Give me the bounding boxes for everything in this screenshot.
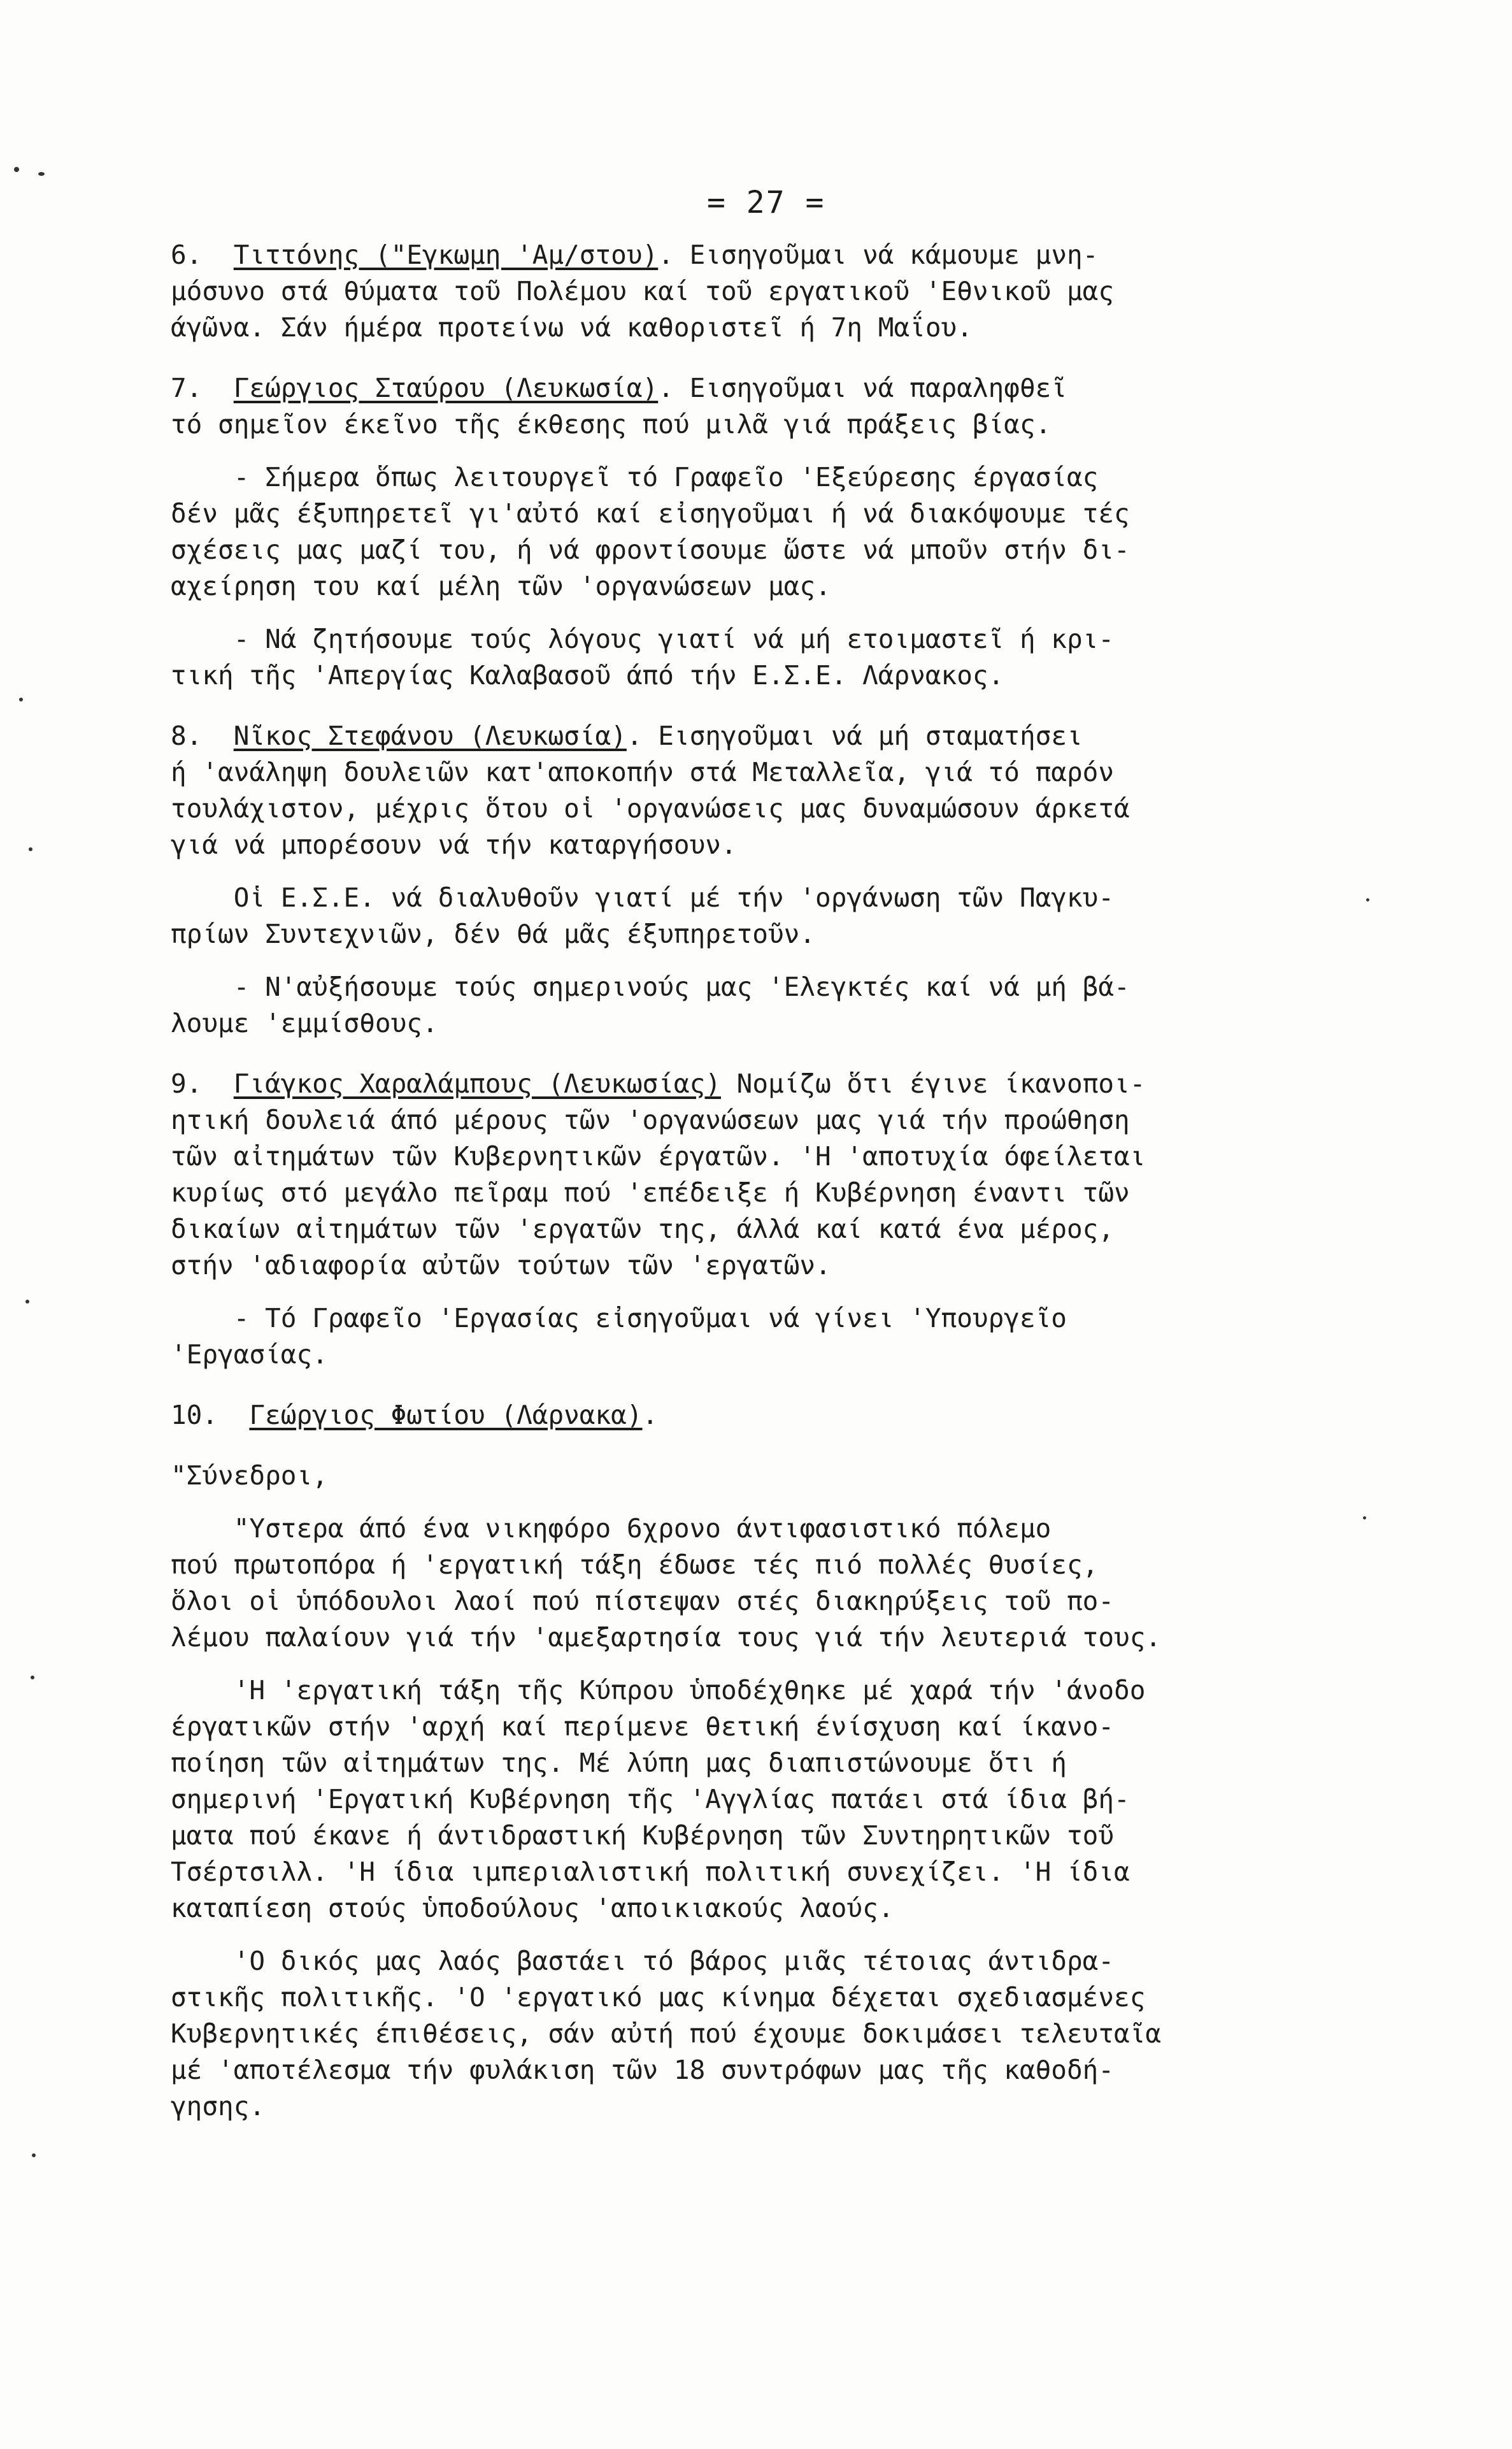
text-line: τουλάχιστον, μέχρις ὅτου οἱ 'οργανώσεις μας δυναμώσουν άρκετά: [171, 793, 1130, 824]
text-line: λουμε 'εμμίσθους.: [171, 1008, 438, 1038]
item-9: [171, 1066, 1406, 1373]
item-10: [171, 1397, 1406, 2125]
text-line: Τσέρτσιλλ. 'Η ίδια ιμπεριαλιστική πολιτική συνεχίζει. 'Η ίδια: [171, 1856, 1130, 1887]
text-line: μέ 'αποτέλεσμα τήν φυλάκιση τῶν 18 συντρόφων μας τῆς καθοδή-: [171, 2055, 1115, 2085]
text-line: ητική δουλειά άπό μέρους τῶν 'οργανώσεων μας γιά τήν προώθηση: [171, 1105, 1130, 1135]
text-line: ή 'ανάληψη δουλειῶν κατ'αποκοπήν στά Μεταλλεῖα, γιά τό παρόν: [171, 757, 1115, 787]
scan-speck: [25, 1300, 29, 1304]
text-line: αχείρηση του καί μέλη τῶν 'οργανώσεων μας.: [171, 571, 831, 601]
speaker-name: Γιάγκος Χαραλάμπους (Λευκωσίας): [233, 1068, 721, 1099]
text-line: - Σήμερα ὅπως λειτουργεῖ τό Γραφεῖο 'Εξεύρεσης έργασίας: [171, 462, 1099, 492]
text-line: "Σύνεδροι,: [171, 1460, 328, 1491]
scan-speck: [32, 2153, 36, 2157]
item-7: [171, 370, 1406, 694]
document-body: [171, 237, 1406, 2125]
speaker-name: Τιττόνης ("Εγκωμη 'Αμ/στου): [233, 240, 659, 270]
text-line: τό σημεῖον έκεῖνο τῆς έκθεσης πού μιλᾶ γιά πράξεις βίας.: [171, 409, 1052, 440]
item-8: [171, 718, 1406, 1042]
speaker-name: Γεώργιος Φωτίου (Λάρνακα): [249, 1400, 643, 1430]
text-line: μόσυνο στά θύματα τοῦ Πολέμου καί τοῦ εργατικοῦ 'Εθνικοῦ μας: [171, 276, 1115, 306]
text-line: ποίηση τῶν αἰτημάτων της. Μέ λύπη μας διαπιστώνουμε ὅτι ή: [171, 1748, 1067, 1778]
text-line: πρίων Συντεχνιῶν, δέν θά μᾶς έξυπηρετοῦν.: [171, 919, 816, 949]
scan-speck: [1366, 898, 1369, 901]
text-line: γιά νά μπορέσουν νά τήν καταργήσουν.: [171, 830, 737, 860]
text-line: Νομίζω ὅτι έγινε ίκανοποι-: [720, 1068, 1146, 1099]
text-line: σχέσεις μας μαζί του, ή νά φροντίσουμε ὥστε νά μποῦν στήν δι-: [171, 535, 1130, 565]
item-number: 10.: [171, 1400, 218, 1430]
scan-speck: [19, 698, 23, 701]
scan-speck: [38, 172, 45, 176]
text-line: πού πρωτοπόρα ή 'εργατική τάξη έδωσε τές πιό πολλές θυσίες,: [171, 1549, 1099, 1580]
text-line: άγῶνα. Σάν ήμέρα προτείνω νά καθοριστεῖ ή 7η Μαΐου.: [171, 312, 973, 343]
text-line: . Εισηγοῦμαι νά παραληφθεῖ: [658, 373, 1067, 403]
text-line: .: [642, 1400, 659, 1430]
text-line: 'Ο δικός μας λαός βαστάει τό βάρος μιᾶς τέτοιας άντιδρα-: [171, 1946, 1115, 1976]
scan-speck: [1363, 1516, 1366, 1519]
speaker-name: Νῖκος Στεφάνου (Λευκωσία): [233, 721, 627, 751]
text-line: Κυβερνητικές έπιθέσεις, σάν αὐτή πού έχουμε δοκιμάσει τελευταῖα: [171, 2018, 1162, 2049]
text-line: τική τῆς 'Απεργίας Καλαβασοῦ άπό τήν Ε.Σ.Ε. Λάρνακος.: [171, 660, 1004, 691]
text-line: - Τό Γραφεῖο 'Εργασίας εἰσηγοῦμαι νά γίνει 'Υπουργεῖο: [171, 1303, 1067, 1333]
item-number: 7.: [171, 373, 203, 403]
text-line: . Εισηγοῦμαι νά μή σταματήσει: [626, 721, 1083, 751]
text-line: κυρίως στό μεγάλο πεῖραμ πού 'επέδειξε ή Κυβέρνηση έναντι τῶν: [171, 1177, 1130, 1208]
item-6: [171, 237, 1406, 346]
item-number: 9.: [171, 1068, 203, 1099]
scan-speck: [14, 167, 19, 172]
text-line: δικαίων αἰτημάτων τῶν 'εργατῶν της, άλλά καί κατά ένα μέρος,: [171, 1214, 1115, 1244]
text-line: 'Η 'εργατική τάξη τῆς Κύπρου ὑποδέχθηκε μέ χαρά τήν 'άνοδο: [171, 1675, 1146, 1706]
scan-speck: [31, 1676, 34, 1679]
item-number: 6.: [171, 240, 203, 270]
text-line: γησης.: [171, 2091, 266, 2122]
text-line: στικῆς πολιτικῆς. 'Ο 'εργατικό μας κίνημα δέχεται σχεδιασμένες: [171, 1982, 1146, 2013]
text-line: - Νά ζητήσουμε τούς λόγους γιατί νά μή ετοιμαστεῖ ή κρι-: [171, 624, 1115, 654]
text-line: καταπίεση στούς ὑποδούλους 'αποικιακούς λαούς.: [171, 1893, 894, 1923]
page-number: = 27 =: [707, 185, 825, 220]
text-line: λέμου παλαίουν γιά τήν 'αμεξαρτησία τους γιά τήν λευτεριά τους.: [171, 1622, 1162, 1653]
text-line: Οἱ Ε.Σ.Ε. νά διαλυθοῦν γιατί μέ τήν 'οργάνωση τῶν Παγκυ-: [171, 882, 1115, 913]
text-line: "Υστερα άπό ένα νικηφόρο 6χρονο άντιφασιστικό πόλεμο: [171, 1513, 1052, 1544]
text-line: τῶν αἰτημάτων τῶν Κυβερνητικῶν έργατῶν. 'Η 'αποτυχία όφείλεται: [171, 1141, 1146, 1172]
speaker-name: Γεώργιος Σταύρου (Λευκωσία): [233, 373, 659, 403]
text-line: έργατικῶν στήν 'αρχή καί περίμενε θετική ένίσχυση καί ίκανο-: [171, 1711, 1115, 1742]
item-number: 8.: [171, 721, 203, 751]
text-line: στήν 'αδιαφορία αὐτῶν τούτων τῶν 'εργατῶν.: [171, 1250, 831, 1281]
text-line: ὅλοι οἱ ὑπόδουλοι λαοί πού πίστεψαν στές διακηρύξεις τοῦ πο-: [171, 1586, 1115, 1616]
text-line: σημερινή 'Εργατική Κυβέρνηση τῆς 'Αγγλίας πατάει στά ίδια βή-: [171, 1784, 1130, 1814]
text-line: . Εισηγοῦμαι νά κάμουμε μνη-: [658, 240, 1099, 270]
text-line: ματα πού έκανε ή άντιδραστική Κυβέρνηση τῶν Συντηρητικῶν τοῦ: [171, 1820, 1115, 1851]
scan-speck: [29, 847, 32, 851]
text-line: - Ν'αὐξήσουμε τούς σημερινούς μας 'Ελεγκτές καί νά μή βά-: [171, 972, 1130, 1002]
text-line: δέν μᾶς έξυπηρετεῖ γι'αὐτό καί εἰσηγοῦμαι ή νά διακόψουμε τές: [171, 498, 1130, 529]
text-line: 'Εργασίας.: [171, 1339, 328, 1370]
